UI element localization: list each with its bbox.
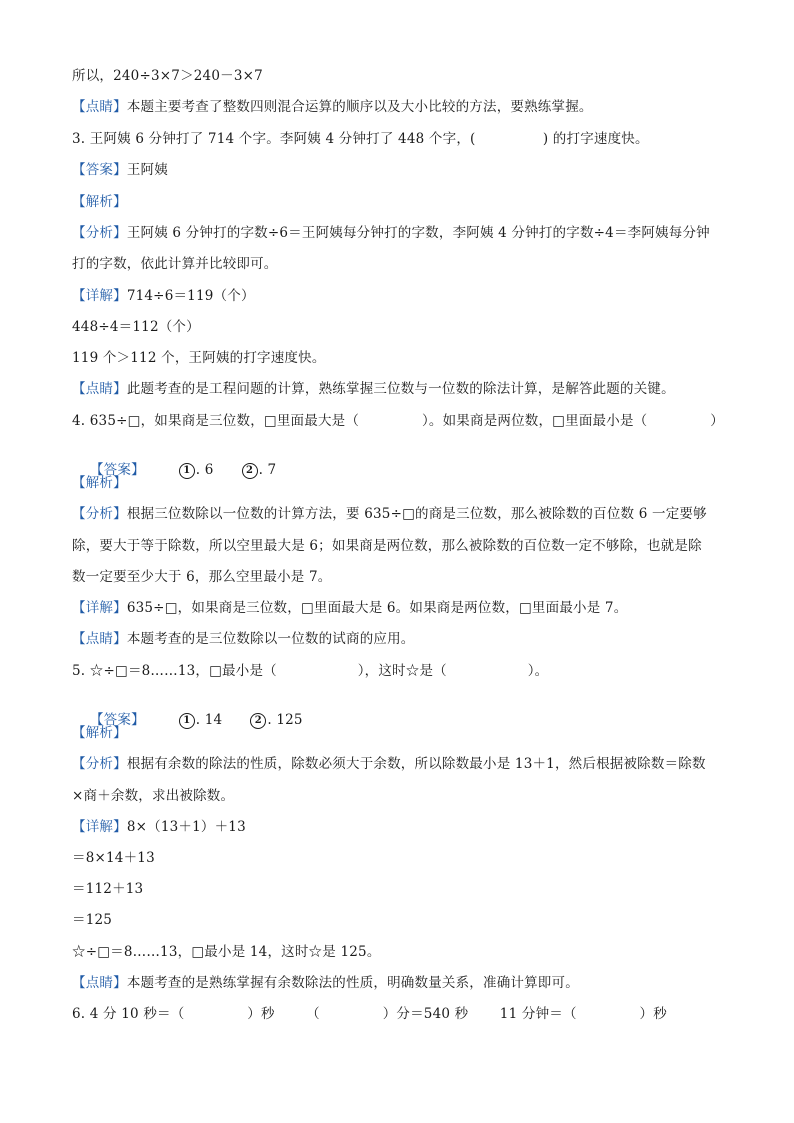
analysis-header-4 [72, 474, 127, 492]
section-tag: 【解析】 [72, 725, 127, 741]
analysis-header-5 [72, 724, 127, 742]
answer-value: . 14 [195, 712, 223, 728]
answer-tag: 【答案】 [89, 712, 145, 728]
section-tag: 【答案】 [72, 162, 127, 178]
section-tag: 【分析】 [72, 225, 127, 241]
section-tag: 【分析】 [72, 756, 127, 772]
remark-line: 【点睛】本题考查的是三位数除以一位数的试商的应用。 [72, 631, 415, 647]
analysis-line: 除，要大于等于除数，所以空里最大是 6；如果商是两位数，那么被除数的百位数一定不够除，也就是除 [72, 538, 702, 554]
detail-line: 448÷4＝112（个） [72, 319, 200, 335]
detail-line: 【详解】8×（13＋1）＋13 [72, 819, 246, 835]
remark-line: 【点睛】本题主要考查了整数四则混合运算的顺序以及大小比较的方法，要熟练掌握。 [72, 99, 593, 115]
detail-line: ☆÷□＝8……13，□最小是 14，这时☆是 125。 [72, 944, 381, 960]
analysis-line: ×商＋余数，求出被除数。 [72, 788, 235, 804]
answer-value: . 7 [258, 462, 277, 478]
analysis-line: 数一定要至少大于 6，那么空里最小是 7。 [72, 569, 332, 585]
detail-line: 【详解】714÷6＝119（个） [72, 288, 255, 304]
analysis-line: 【分析】王阿姨 6 分钟打的字数÷6＝王阿姨每分钟打的字数，李阿姨 4 分钟打的字数÷4＝李阿姨每分钟 [72, 225, 710, 241]
analysis-header-3 [72, 193, 127, 211]
question-3: 3. 王阿姨 6 分钟打了 714 个字。李阿姨 4 分钟打了 448 个字，( ) 的打字速度快。 [72, 131, 649, 147]
circled-number: 1 [179, 713, 195, 729]
section-tag: 【详解】 [72, 600, 127, 616]
section-tag: 【点睛】 [72, 631, 127, 647]
answer-tag: 【答案】 [89, 462, 145, 478]
text-line: 所以，240÷3×7＞240－3×7 [72, 68, 263, 84]
analysis-line: 【分析】根据三位数除以一位数的计算方法，要 635÷□的商是三位数，那么被除数的百位数 6 一定要够 [72, 506, 707, 522]
section-tag: 【点睛】 [72, 99, 127, 115]
detail-line: ＝112＋13 [72, 881, 144, 897]
question-4: 4. 635÷□，如果商是三位数，□里面最大是（ ）。如果商是两位数，□里面最小是（ ） [72, 413, 724, 429]
question-6: 6. 4 分 10 秒＝（ ）秒 （ ）分＝540 秒 11 分钟＝（ ）秒 [72, 1006, 667, 1022]
analysis-line: 打的字数，依此计算并比较即可。 [72, 256, 278, 272]
circled-number: 1 [179, 463, 195, 479]
circled-number: 2 [250, 713, 266, 729]
detail-line: 119 个＞112 个，王阿姨的打字速度快。 [72, 350, 326, 366]
section-tag: 【详解】 [72, 288, 127, 304]
section-tag: 【解析】 [72, 194, 127, 210]
circled-number: 2 [242, 463, 258, 479]
section-tag: 【分析】 [72, 506, 127, 522]
answer-value: . 125 [267, 712, 303, 728]
remark-line: 【点睛】本题考查的是熟练掌握有余数除法的性质，明确数量关系，准确计算即可。 [72, 975, 579, 991]
answer-3: 【答案】王阿姨 [72, 162, 168, 178]
detail-line: 【详解】635÷□，如果商是三位数，□里面最大是 6。如果商是两位数，□里面最小是 7。 [72, 600, 628, 616]
section-tag: 【详解】 [72, 819, 127, 835]
question-5: 5. ☆÷□＝8……13，□最小是（ ），这时☆是（ ）。 [72, 663, 549, 679]
section-tag: 【点睛】 [72, 381, 127, 397]
section-tag: 【解析】 [72, 475, 127, 491]
remark-line: 【点睛】此题考查的是工程问题的计算，熟练掌握三位数与一位数的除法计算，是解答此题的关键。 [72, 381, 675, 397]
detail-line: ＝8×14＋13 [72, 850, 155, 866]
answer-value: . 6 [195, 462, 214, 478]
detail-line: ＝125 [72, 912, 113, 928]
analysis-line: 【分析】根据有余数的除法的性质，除数必须大于余数，所以除数最小是 13＋1，然后根据被除数＝除数 [72, 756, 706, 772]
section-tag: 【点睛】 [72, 975, 127, 991]
